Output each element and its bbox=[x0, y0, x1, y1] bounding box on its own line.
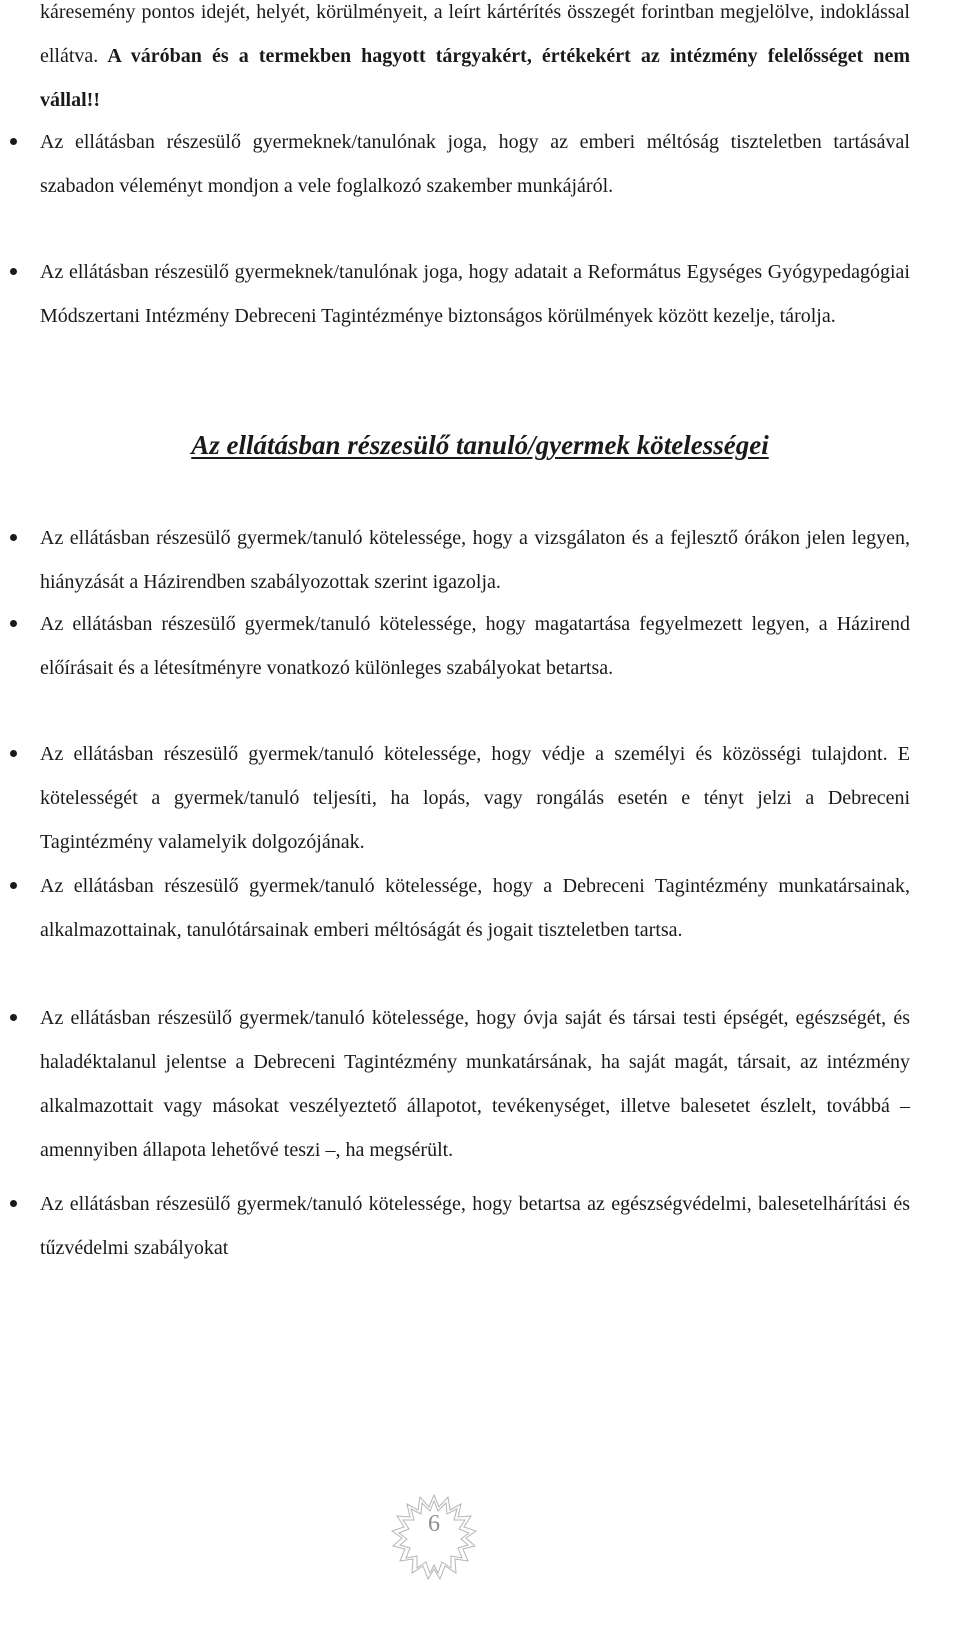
bullet-icon bbox=[10, 620, 17, 627]
bullet-icon bbox=[10, 268, 17, 275]
page-number-badge bbox=[384, 1485, 484, 1585]
page-number: 6 bbox=[428, 1511, 440, 1537]
right-opinion-item: Az ellátásban részesülő gyermeknek/tanulónak joga, hogy az emberi méltóság tiszteletben tartásával szabadon véleményt mondjon a vele foglalkozó szakember munkájáról. bbox=[40, 131, 910, 197]
bullet-icon bbox=[10, 882, 17, 889]
paragraph-liability-disclaimer: A váróban és a termekben hagyott tárgyakért, értékekért az intézmény felelősséget nem vállal!! bbox=[40, 45, 910, 111]
duty-item-property: Az ellátásban részesülő gyermek/tanuló kötelessége, hogy védje a személyi és közösségi tulajdont. E kötelességét a gyermek/tanuló teljesíti, ha lopás, vagy rongálás esetén e tényt jelzi a Debreceni Tagintézmény valamelyik dolgozójának. bbox=[40, 743, 910, 853]
bullet-icon bbox=[10, 750, 17, 757]
bullet-icon bbox=[10, 1200, 17, 1207]
duty-item-rules: Az ellátásban részesülő gyermek/tanuló kötelessége, hogy betartsa az egészségvédelmi, balesetelhárítási és tűzvédelmi szabályokat bbox=[40, 1193, 910, 1259]
duty-item-behaviour: Az ellátásban részesülő gyermek/tanuló kötelessége, hogy magatartása fegyelmezett legyen, a Házirend előírásait és a létesítményre vonatkozó különleges szabályokat betartsa. bbox=[40, 613, 910, 679]
bullet-icon bbox=[10, 1014, 17, 1021]
right-data-handling-item: Az ellátásban részesülő gyermeknek/tanulónak joga, hogy adatait a Református Egységes Gyógypedagógiai Módszertani Intézmény Debreceni Tagintézménye biztonságos körülmények között kezelje, tárolja. bbox=[40, 261, 910, 327]
paragraph-damage-claim-text: káresemény pontos idejét, helyét, körülményeit, a leírt kártérítés összegét forintban megjelölve, indoklással ellátva. bbox=[40, 1, 910, 67]
bullet-icon bbox=[10, 534, 17, 541]
bullet-icon bbox=[10, 138, 17, 145]
duty-item-attendance: Az ellátásban részesülő gyermek/tanuló kötelessége, hogy a vizsgálaton és a fejlesztő órákon jelen legyen, hiányzását a Házirendben szabályozottak szerint igazolja. bbox=[40, 527, 910, 593]
duty-item-respect: Az ellátásban részesülő gyermek/tanuló kötelessége, hogy a Debreceni Tagintézmény munkatársainak, alkalmazottainak, tanulótársainak emberi méltóságát és jogait tiszteletben tartsa. bbox=[40, 875, 910, 941]
paragraph-damage-claim bbox=[40, 0, 910, 122]
duty-item-safety: Az ellátásban részesülő gyermek/tanuló kötelessége, hogy óvja saját és társai testi épségét, egészségét, és haladéktalanul jelentse a Debreceni Tagintézmény munkatársának, ha saját magát, társait, az intézmény alkalmazottait vagy másokat veszélyeztető állapotot, tevékenységet, illetve balesetet észlelt, továbbá – amennyiben állapota lehetővé teszi –, ha megsérült. bbox=[40, 1007, 910, 1161]
section-heading: Az ellátásban részesülő tanuló/gyermek kötelességei bbox=[191, 430, 769, 460]
